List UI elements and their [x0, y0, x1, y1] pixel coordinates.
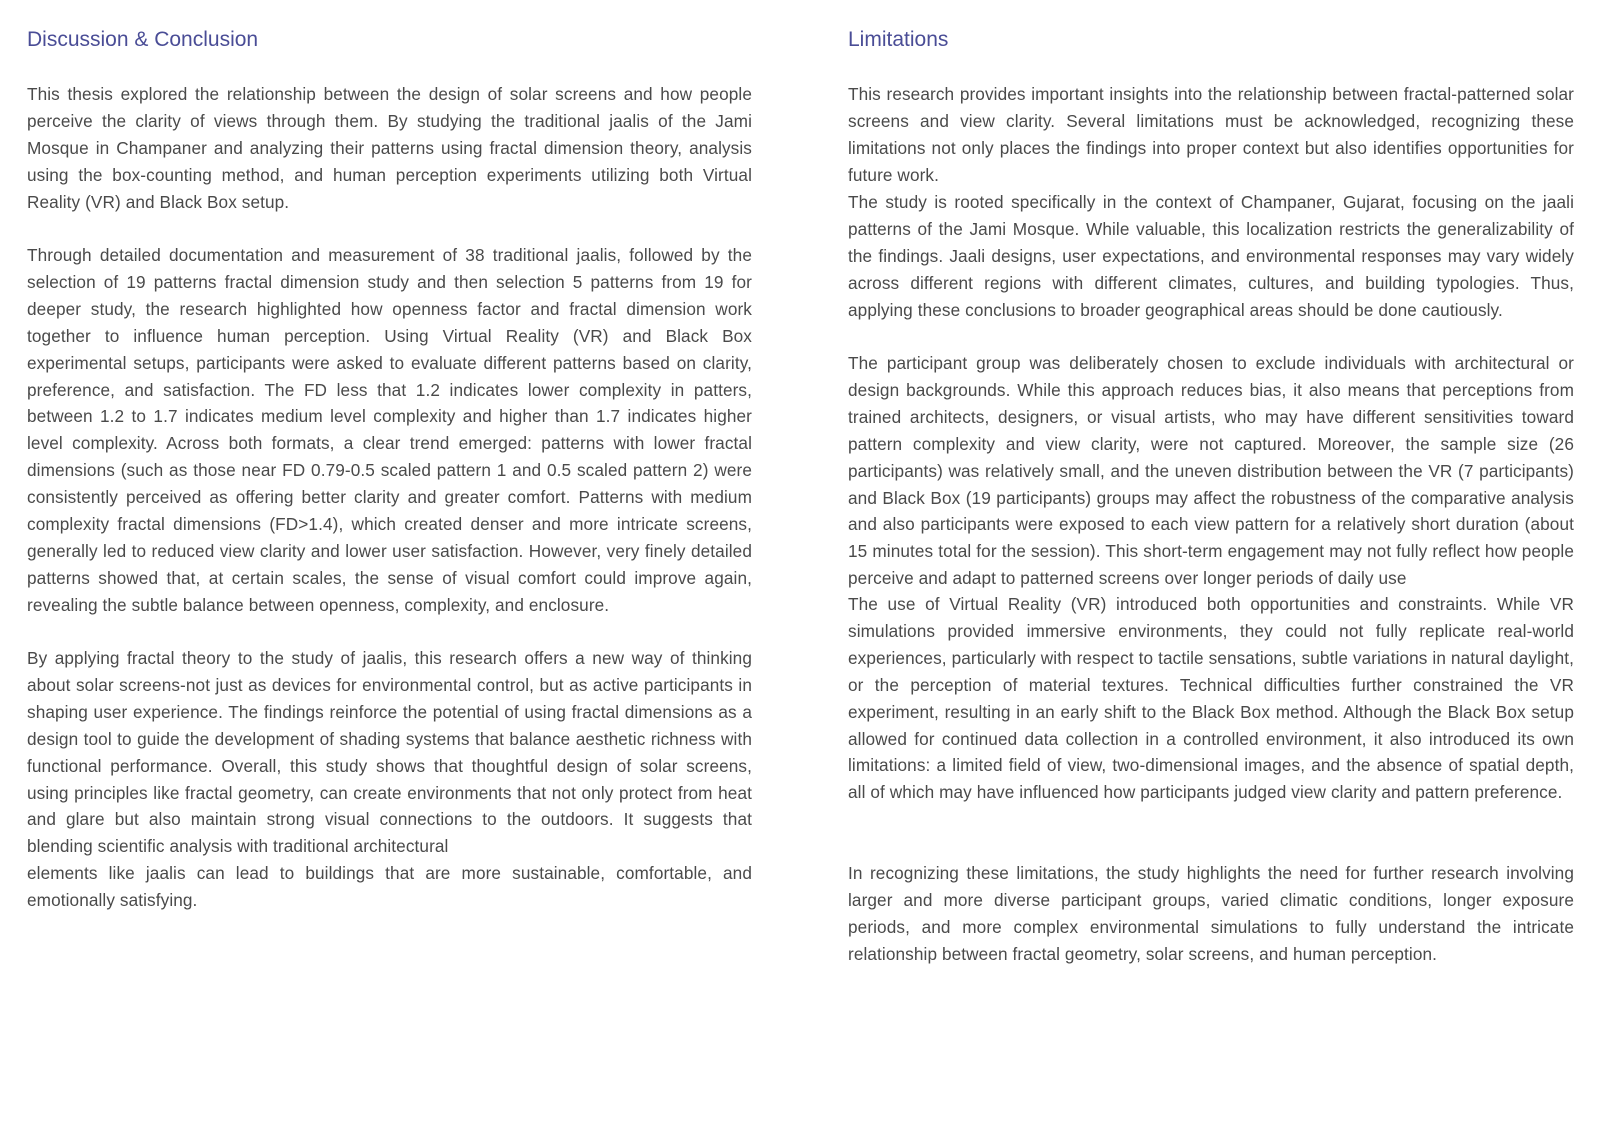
- discussion-paragraph-1: This thesis explored the relationship between the design of solar screens and how people perceive the clarity of views through them. By studying the traditional jaalis of the Jami Mosque in Champaner and analyzing their patterns using fractal dimension theory, analysis using the box-counting method, and human perception experiments utilizing both Virtual Reality (VR) and Black Box setup.: [27, 84, 752, 212]
- discussion-conclusion-heading: Discussion & Conclusion: [27, 28, 259, 51]
- limitations-paragraph-1: This research provides important insights into the relationship between fractal-patterned solar screens and view clarity. Several limitations must be acknowledged, recognizing these limitations not only places the findings into proper context but also identifies opportunities for future work.: [848, 84, 1574, 185]
- limitations-paragraph-3: The participant group was deliberately chosen to exclude individuals with architectural or design backgrounds. While this approach reduces bias, it also means that perceptions from trained architects, designers, or visual artists, who may have different sensitivities toward pattern complexity and view clarity, were not captured. Moreover, the sample size (26 participants) was relatively small, and the uneven distribution between the VR (7 participants) and Black Box (19 participants) groups may affect the robustness of the comparative analysis and also participants were exposed to each view pattern for a relatively short duration (about 15 minutes total for the session). This short-term engagement may not fully reflect how people perceive and adapt to patterned screens over longer periods of daily use: [848, 353, 1574, 589]
- limitations-paragraph-5: In recognizing these limitations, the study highlights the need for further research involving larger and more diverse participant groups, varied climatic conditions, longer exposure periods, and more complex environmental simulations to fully understand the intricate relationship between fractal geometry, solar screens, and human perception.: [848, 863, 1574, 964]
- limitations-paragraph-4: The use of Virtual Reality (VR) introduced both opportunities and constraints. While VR simulations provided immersive environments, they could not fully replicate real-world experiences, particularly with respect to tactile sensations, subtle variations in natural daylight, or the perception of material textures. Technical difficulties further constrained the VR experiment, resulting in an early shift to the Black Box method. Although the Black Box setup allowed for continued data collection in a controlled environment, it also introduced its own limitations: a limited field of view, two-dimensional images, and the absence of spatial depth, all of which may have influenced how participants judged view clarity and pattern preference.: [848, 594, 1574, 803]
- limitations-paragraph-2: The study is rooted specifically in the context of Champaner, Gujarat, focusing on the jaali patterns of the Jami Mosque. While valuable, this localization restricts the generalizability of the findings. Jaali designs, user expectations, and environmental responses may vary widely across different regions with different climates, cultures, and building typologies. Thus, applying these conclusions to broader geographical areas should be done cautiously.: [848, 192, 1574, 320]
- discussion-paragraph-2: Through detailed documentation and measurement of 38 traditional jaalis, followed by the selection of 19 patterns fractal dimension study and then selection 5 patterns from 19 for deeper study, the research highlighted how openness factor and fractal dimension work together to influence human perception. Using Virtual Reality (VR) and Black Box experimental setups, participants were asked to evaluate different patterns based on clarity, preference, and satisfaction. The FD less that 1.2 indicates lower complexity in patters, between 1.2 to 1.7 indicates medium level complexity and higher than 1.7 indicates higher level complexity. Across both formats, a clear trend emerged: patterns with lower fractal dimensions (such as those near FD 0.79-0.5 scaled pattern 1 and 0.5 scaled pattern 2) were consistently perceived as offering better clarity and greater comfort. Patterns with medium complexity fractal dimensions (FD>1.4), which created denser and more intricate screens, generally led to reduced view clarity and lower user satisfaction. However, very finely detailed patterns showed that, at certain scales, the sense of visual comfort could improve again, revealing the subtle balance between openness, complexity, and enclosure.: [27, 245, 752, 615]
- discussion-paragraph-4: elements like jaalis can lead to buildings that are more sustainable, comfortable, and emotionally satisfying.: [27, 863, 752, 910]
- discussion-paragraph-3: By applying fractal theory to the study of jaalis, this research offers a new way of thinking about solar screens-not just as devices for environmental control, but as active participants in shaping user experience. The findings reinforce the potential of using fractal dimensions as a design tool to guide the development of shading systems that balance aesthetic richness with functional performance. Overall, this study shows that thoughtful design of solar screens, using principles like fractal geometry, can create environments that not only protect from heat and glare but also maintain strong visual connections to the outdoors. It suggests that blending scientific analysis with traditional architectural: [27, 648, 752, 857]
- limitations-heading: Limitations: [848, 28, 949, 51]
